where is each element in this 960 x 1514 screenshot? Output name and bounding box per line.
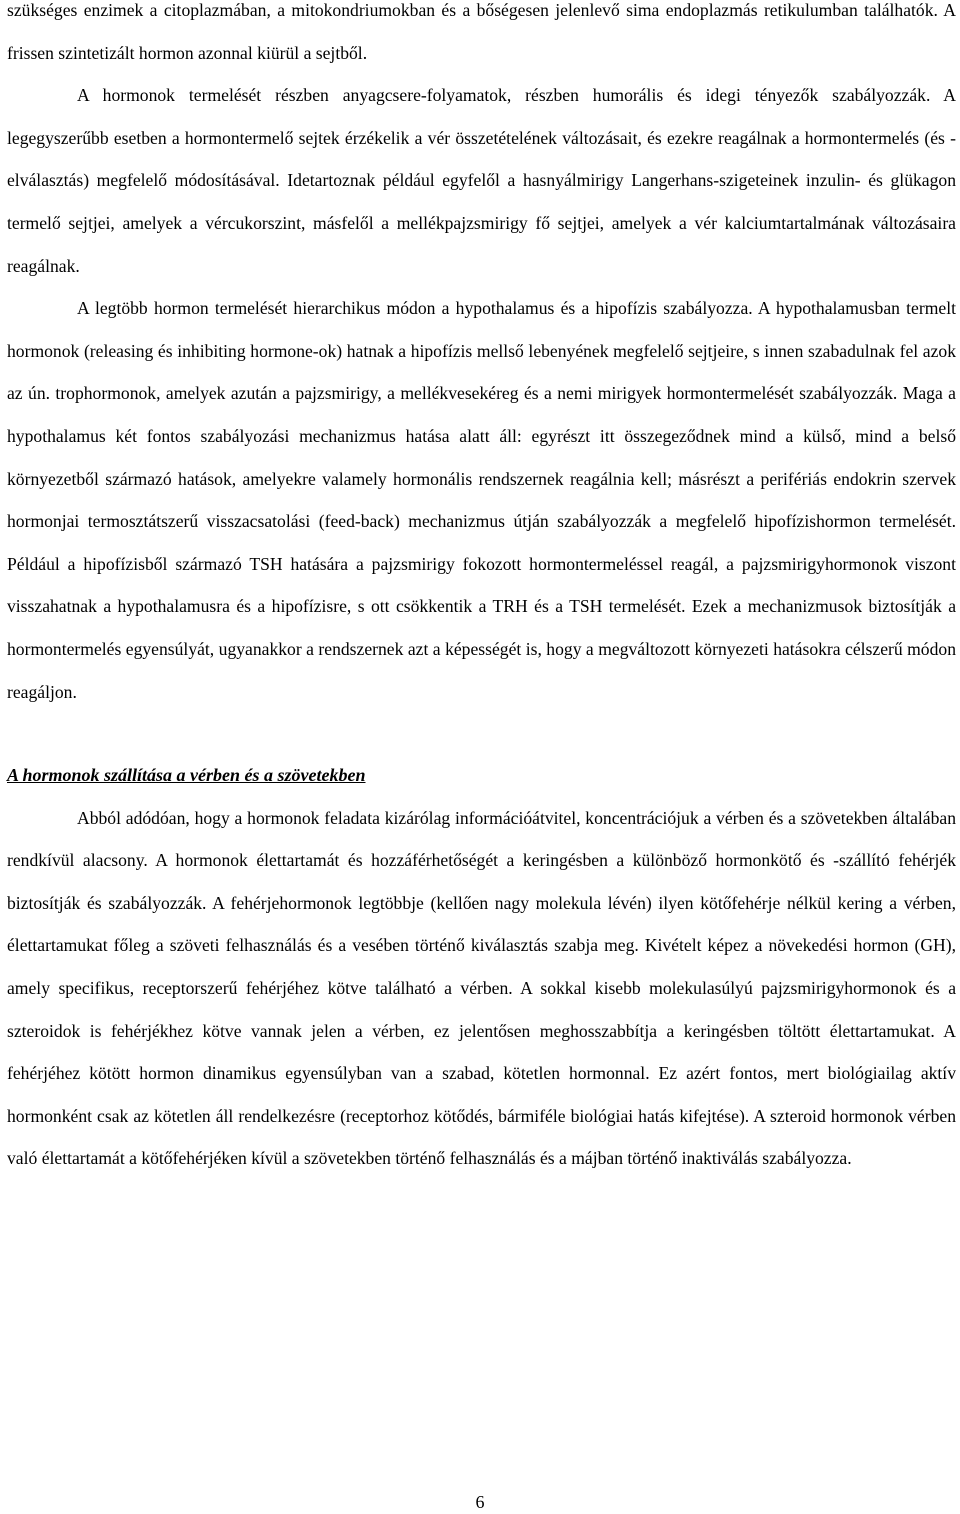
body-paragraph-2: A hormonok termelését részben anyagcsere-folyamatok, részben humorális és idegi tényezők szabályozzák. A legegyszerűbb esetben a hormontermelő sejtek érzékelik a vér összetételének változásait, és ezekre reagálnak a hormontermelés (és -elválasztás) megfelelő módosításával. Idetartoznak például egyfelől a hasnyálmirigy Langerhans-szigeteinek inzulin- és glükagon termelő sejtjei, amelyek a vércukorszint, másfelől a mellékpajzsmirigy fő sejtjei, amelyek a vér kalciumtartalmának változásaira reagálnak. bbox=[7, 85, 956, 276]
section-paragraph-1: Abból adódóan, hogy a hormonok feladata kizárólag információátvitel, koncentrációjuk a vérben és a szövetekben általában rendkívül alacsony. A hormonok élettartamát és hozzáférhetőségét a keringésben a különböző hormonkötő és -szállító fehérjék biztosítják és szabályozzák. A fehérjehormonok legtöbbje (kellően nagy molekula lévén) ilyen kötőfehérje nélkül kering a vérben, élettartamukat főleg a szöveti felhasználás és a vesében történő kiválasztás szabja meg. Kivételt képez a növekedési hormon (GH), amely specifikus, receptorszerű fehérjéhez kötve található a vérben. A sokkal kisebb molekulasúlyú pajzsmirigyhormonok és a szteroidok is fehérjékhez kötve vannak jelen a vérben, ez jelentősen meghosszabbítja a keringésben töltött élettartamukat. A fehérjéhez kötött hormon dinamikus egyensúlyban van a szabad, kötetlen hormonnal. Ez azért fontos, mert biológiailag aktív hormonként csak az kötetlen áll rendelkezésre (receptorhoz kötődés, bármiféle biológiai hatás kifejtése). A szteroid hormonok vérben való élettartamát a kötőfehérjéken kívül a szövetekben történő felhasználás és a májban történő inaktiválás szabályozza. bbox=[7, 807, 956, 1169]
document-page bbox=[7, 0, 956, 1180]
body-paragraph-3: A legtöbb hormon termelését hierarchikus módon a hypothalamus és a hipofízis szabályozza. A hypothalamusban termelt hormonok (releasing és inhibiting hormone-ok) hatnak a hipofízis mellső lebenyének megfelelő sejtjeire, s innen szabadulnak fel azok az ún. trophormonok, amelyek azután a pajzsmirigy, a mellékvesekéreg és a nemi mirigyek hormontermelését szabályozzák. Maga a hypothalamus két fontos szabályozási mechanizmus hatása alatt áll: egyrészt itt összegeződnek mind a külső, mind a belső környezetből származó hatások, amelyekre valamely hormonális rendszernek reagálnia kell; másrészt a perifériás endokrin szervek hormonjai termosztátszerű visszacsatolási (feed-back) mechanizmus útján szabályozzák a megfelelő hipofízishormon termelését. Például a hipofízisből származó TSH hatására a pajzsmirigy fokozott hormontermeléssel reagál, a pajzsmirigyhormonok viszont visszahatnak a hypothalamusra és a hipofízisre, s ott csökkentik a TRH és a TSH termelését. Ezek a mechanizmusok biztosítják a hormontermelés egyensúlyát, ugyanakkor a rendszernek azt a képességét is, hogy a megváltozott környezeti hatásokra célszerű módon reagáljon. bbox=[7, 298, 956, 702]
body-paragraph-1: szükséges enzimek a citoplazmában, a mitokondriumokban és a bőségesen jelenlevő sima endoplazmás retikulumban találhatók. A frissen szintetizált hormon azonnal kiürül a sejtből. bbox=[7, 0, 956, 63]
page-number: 6 bbox=[475, 1492, 485, 1512]
section-heading: A hormonok szállítása a vérben és a szövetekben bbox=[7, 765, 366, 786]
